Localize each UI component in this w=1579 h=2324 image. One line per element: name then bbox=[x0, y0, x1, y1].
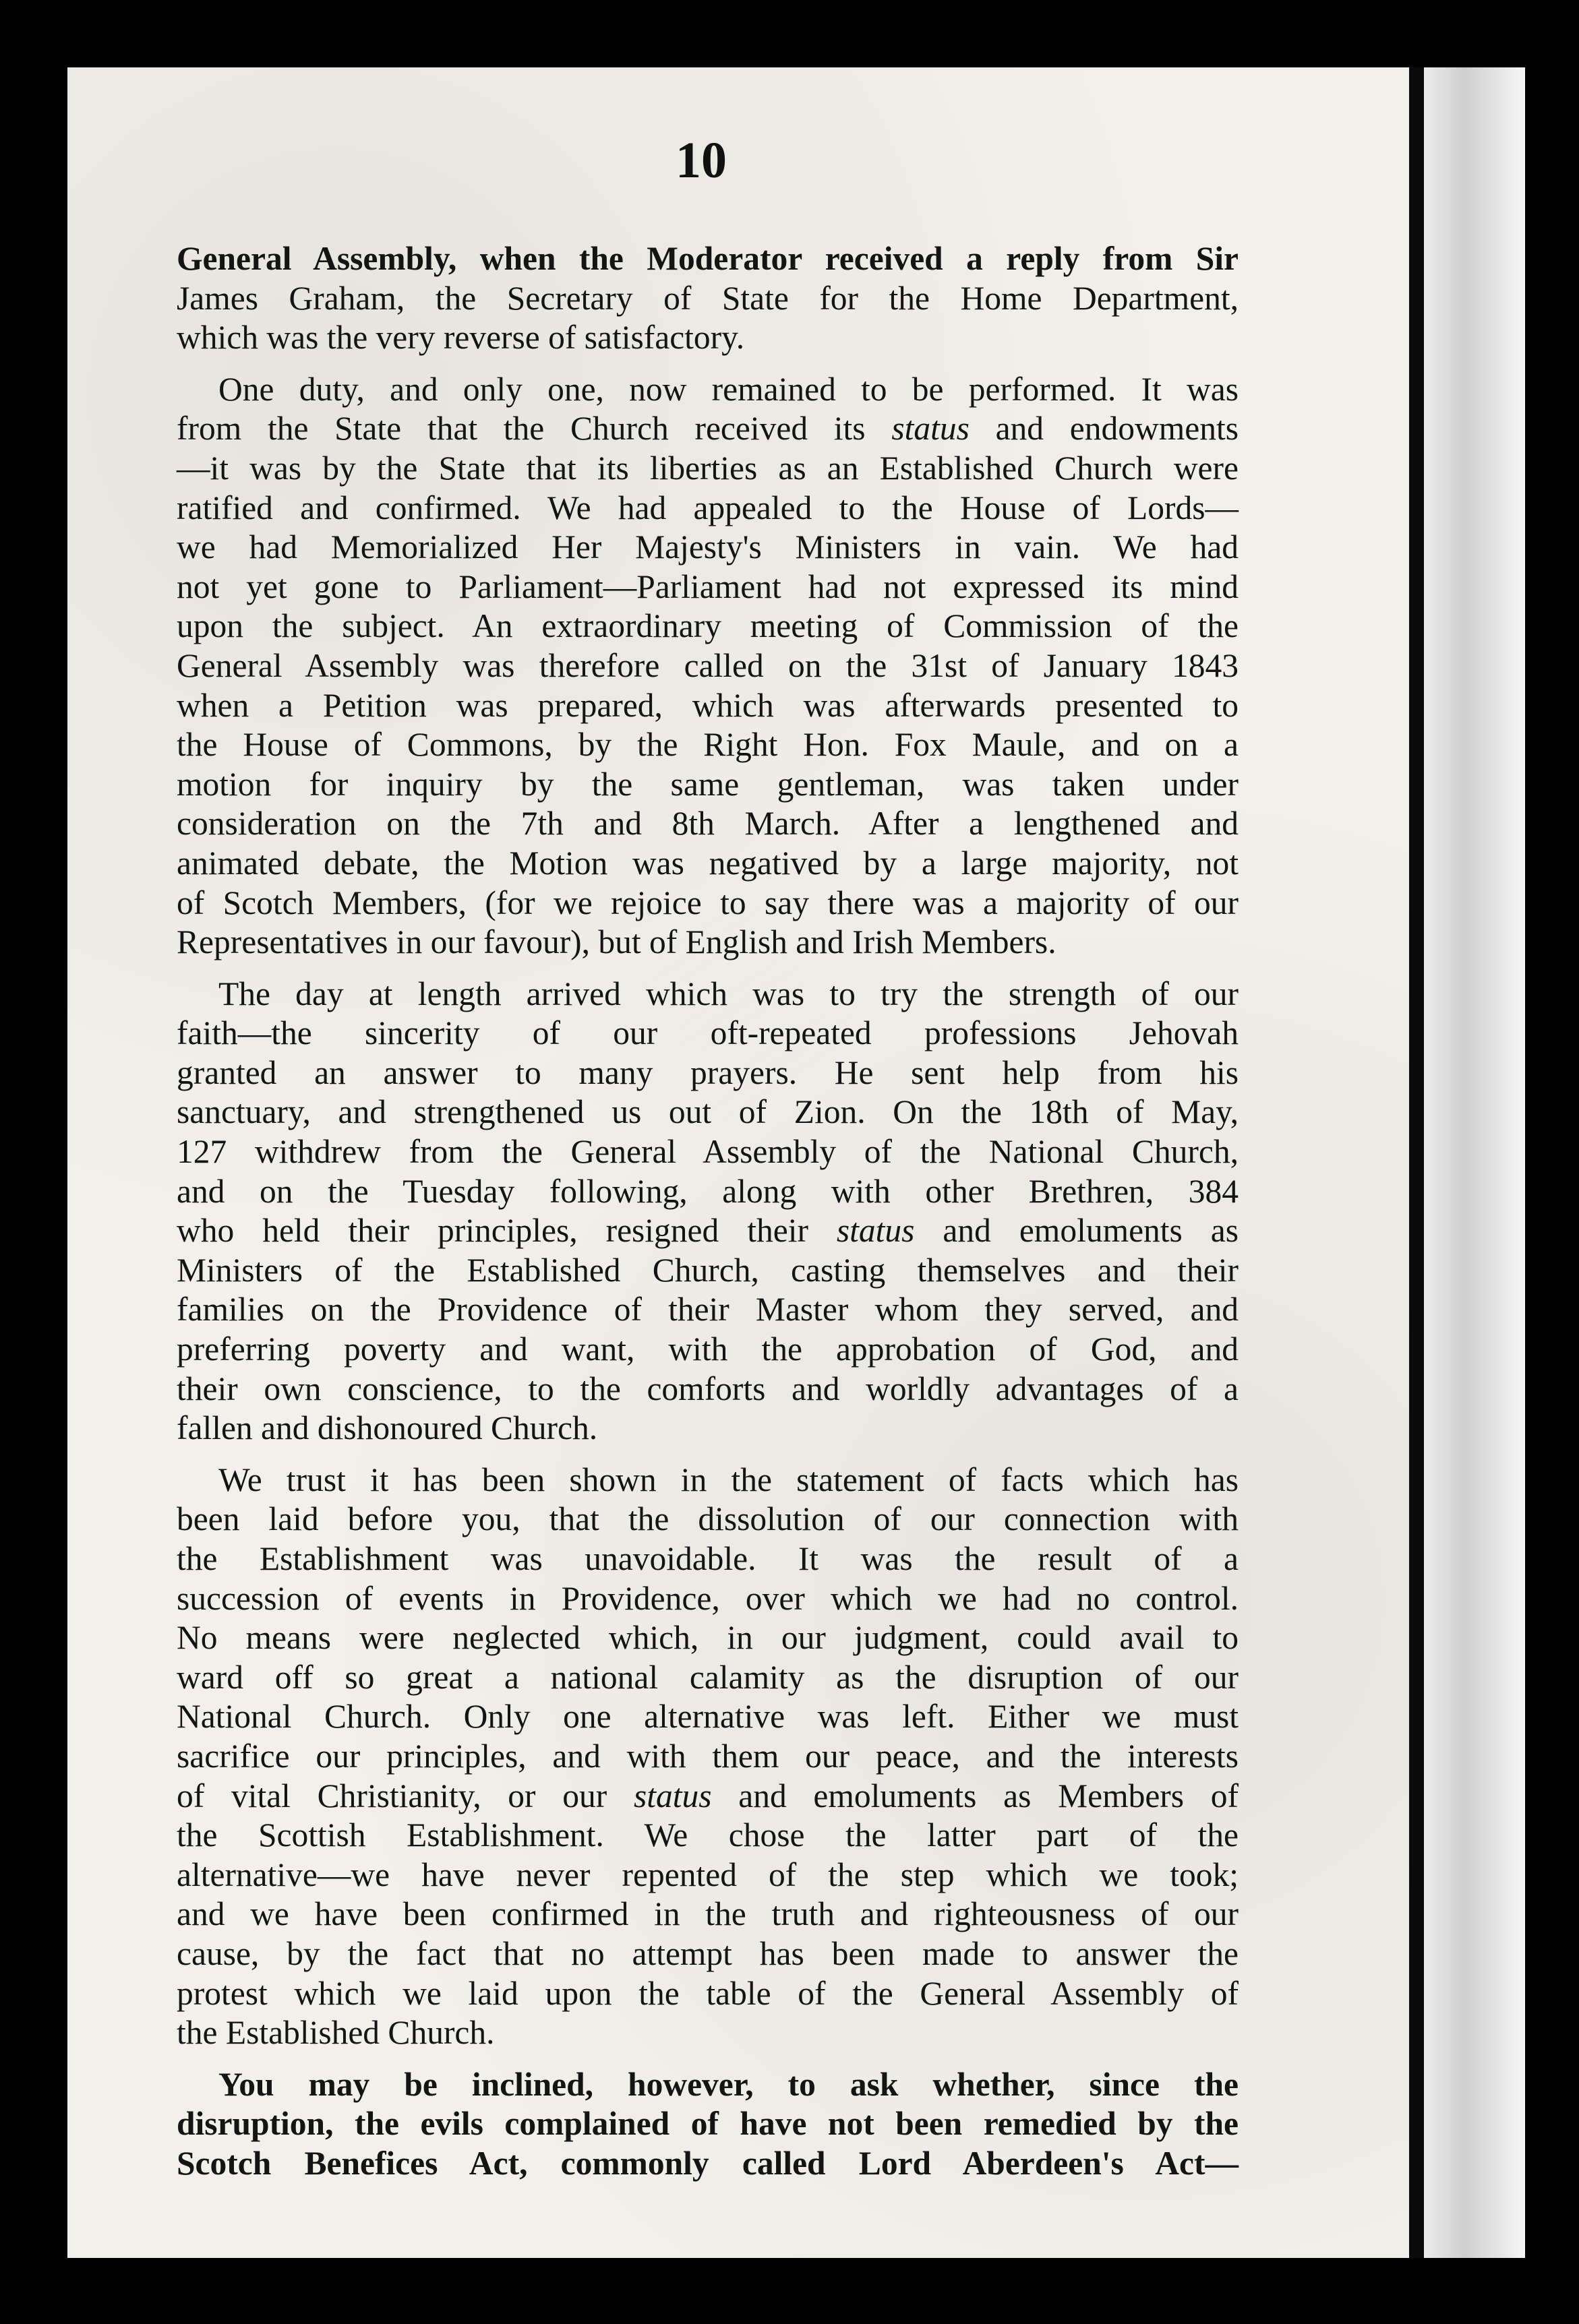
text-line: not yet gone to Parliament—Parliament had not expressed its mind bbox=[177, 568, 1239, 605]
text-line: alternative—we have never repented of the step which we took; bbox=[177, 1856, 1239, 1893]
text-line: from the State that the Church received its status and endowments bbox=[177, 410, 1239, 448]
facing-page-edge bbox=[1424, 67, 1525, 2258]
text-line: consideration on the 7th and 8th March. After a lengthened and bbox=[177, 805, 1239, 843]
text-line: We trust it has been shown in the statement of facts which has bbox=[218, 1461, 1239, 1498]
text-line: ward off so great a national calamity as the disruption of our bbox=[177, 1658, 1239, 1696]
text-line: Ministers of the Established Church, casting themselves and their bbox=[177, 1251, 1239, 1289]
paragraph-one-duty bbox=[177, 370, 1239, 962]
text-line: animated debate, the Motion was negatived by a large majority, not bbox=[177, 844, 1239, 882]
text-line: preferring poverty and want, with the approbation of God, and bbox=[177, 1331, 1239, 1368]
text-line: and on the Tuesday following, along with other Brethren, 384 bbox=[177, 1172, 1239, 1210]
paragraph-the-day bbox=[177, 975, 1239, 1448]
text-line: ratified and confirmed. We had appealed to the House of Lords— bbox=[177, 489, 1239, 526]
text-line: been laid before you, that the dissolution of our connection with bbox=[177, 1500, 1239, 1538]
text-line: the Scottish Establishment. We chose the latter part of the bbox=[177, 1816, 1239, 1854]
text-line: the Established Church. bbox=[177, 2014, 495, 2052]
page-number: 10 bbox=[676, 132, 727, 189]
paragraph-we-trust bbox=[177, 1461, 1239, 2053]
text-line: James Graham, the Secretary of State for the Home Department, bbox=[177, 279, 1239, 317]
text-line: their own conscience, to the comforts and worldly advantages of a bbox=[177, 1370, 1239, 1407]
text-line: General Assembly, when the Moderator received a reply from Sir bbox=[177, 240, 1239, 277]
text-line: motion for inquiry by the same gentleman, was taken under bbox=[177, 765, 1239, 803]
text-line: faith—the sincerity of our oft-repeated professions Jehovah bbox=[177, 1014, 1239, 1052]
text-line: The day at length arrived which was to try the strength of our bbox=[218, 975, 1239, 1012]
text-line: National Church. Only one alternative was left. Either we must bbox=[177, 1698, 1239, 1736]
book-spine bbox=[1409, 67, 1424, 2258]
text-line: when a Petition was prepared, which was afterwards presented to bbox=[177, 686, 1239, 724]
text-line: and we have been confirmed in the truth and righteousness of our bbox=[177, 1895, 1239, 1933]
text-line: of Scotch Members, (for we rejoice to say there was a majority of our bbox=[177, 884, 1239, 921]
text-line: granted an answer to many prayers. He sent help from his bbox=[177, 1053, 1239, 1091]
text-line: fallen and dishonoured Church. bbox=[177, 1409, 598, 1447]
paragraph-you-may bbox=[177, 2065, 1239, 2184]
text-line: of vital Christianity, or our status and emoluments as Members of bbox=[177, 1777, 1239, 1814]
text-line: One duty, and only one, now remained to be performed. It was bbox=[218, 370, 1239, 408]
text-line: upon the subject. An extraordinary meeting of Commission of the bbox=[177, 607, 1239, 645]
text-line: sacrifice our principles, and with them our peace, and the interests bbox=[177, 1737, 1239, 1775]
text-line: disruption, the evils complained of have not been remedied by the bbox=[177, 2105, 1239, 2143]
text-line: You may be inclined, however, to ask whether, since the bbox=[218, 2065, 1239, 2103]
text-line: protest which we laid upon the table of the General Assembly of bbox=[177, 1974, 1239, 2012]
text-line: we had Memorialized Her Majesty's Ministers in vain. We had bbox=[177, 528, 1239, 566]
text-line: which was the very reverse of satisfactory. bbox=[177, 319, 745, 357]
text-line: the House of Commons, by the Right Hon. Fox Maule, and on a bbox=[177, 726, 1239, 764]
italic-word: status bbox=[633, 1777, 712, 1814]
text-line: 127 withdrew from the General Assembly of the National Church, bbox=[177, 1133, 1239, 1171]
italic-word: status bbox=[836, 1212, 915, 1250]
text-line: Representatives in our favour), but of English and Irish Members. bbox=[177, 923, 1056, 961]
paragraph-continuation bbox=[177, 239, 1239, 358]
text-line: —it was by the State that its liberties as an Established Church were bbox=[177, 449, 1239, 487]
text-line: families on the Providence of their Master whom they served, and bbox=[177, 1291, 1239, 1328]
text-line: the Establishment was unavoidable. It was the result of a bbox=[177, 1540, 1239, 1577]
text-line: succession of events in Providence, over which we had no control. bbox=[177, 1579, 1239, 1617]
text-line: cause, by the fact that no attempt has been made to answer the bbox=[177, 1934, 1239, 1972]
text-line: No means were neglected which, in our judgment, could avail to bbox=[177, 1619, 1239, 1657]
text-line: General Assembly was therefore called on the 31st of January 1843 bbox=[177, 646, 1239, 684]
text-line: sanctuary, and strengthened us out of Zion. On the 18th of May, bbox=[177, 1093, 1239, 1131]
text-line: Scotch Benefices Act, commonly called Lord Aberdeen's Act— bbox=[177, 2144, 1239, 2182]
text-line: who held their principles, resigned their status and emoluments as bbox=[177, 1212, 1239, 1250]
page-text bbox=[177, 239, 1239, 2196]
italic-word: status bbox=[891, 410, 970, 448]
